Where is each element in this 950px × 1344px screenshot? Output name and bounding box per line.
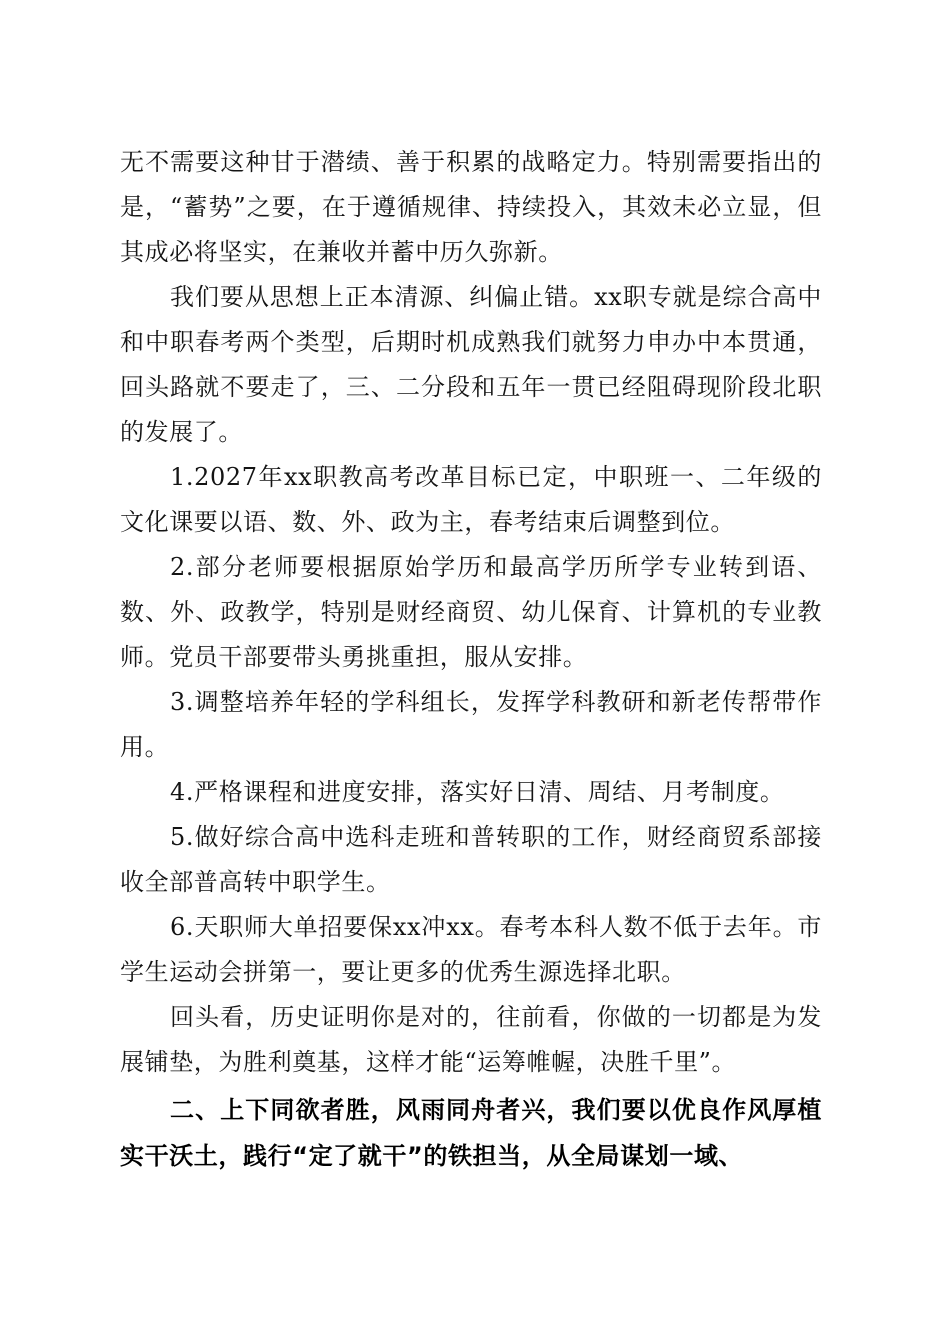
list-item-course-selection: 5.做好综合高中选科走班和普转职的工作，财经商贸系部接收全部普高转中职学生。 — [120, 823, 822, 896]
paragraph-look-back: 回头看，历史证明你是对的，往前看，你做的一切都是为发展铺垫，为胜利奠基，这样才能“运筹帷幄，决胜千里”。 — [120, 1003, 822, 1076]
paragraph-strategic-focus: 无不需要这种甘于潜绩、善于积累的战略定力。特别需要指出的是，“蓄势”之要，在于遵循规律、持续投入，其效未必立显，但其成必将坚实，在兼收并蓄中历久弥新。 — [120, 148, 822, 266]
list-item-teacher-transfer: 2.部分老师要根据原始学历和最高学历所学专业转到语、数、外、政教学，特别是财经商贸、幼儿保育、计算机的专业教师。党员干部要带头勇挑重担，服从安排。 — [120, 553, 822, 671]
list-item-admission-targets: 6.天职师大单招要保xx冲xx。春考本科人数不低于去年。市学生运动会拼第一，要让更多的优秀生源选择北职。 — [120, 913, 822, 986]
list-item-subject-leaders: 3.调整培养年轻的学科组长，发挥学科教研和新老传帮带作用。 — [120, 688, 822, 761]
section-heading-two: 二、上下同欲者胜，风雨同舟者兴，我们要以优良作风厚植实干沃土，践行“定了就干”的铁担当，从全局谋划一域、 — [120, 1096, 822, 1170]
document-body — [120, 140, 822, 1179]
paragraph-correct-thinking: 我们要从思想上正本清源、纠偏止错。xx职专就是综合高中和中职春考两个类型，后期时机成熟我们就努力申办中本贯通，回头路就不要走了，三、二分段和五年一贯已经阻碍现阶段北职的发展了。 — [120, 283, 822, 446]
list-item-reform-goal: 1.2027年xx职教高考改革目标已定，中职班一、二年级的文化课要以语、数、外、政为主，春考结束后调整到位。 — [120, 463, 822, 536]
list-item-course-schedule: 4.严格课程和进度安排，落实好日清、周结、月考制度。 — [170, 778, 785, 806]
